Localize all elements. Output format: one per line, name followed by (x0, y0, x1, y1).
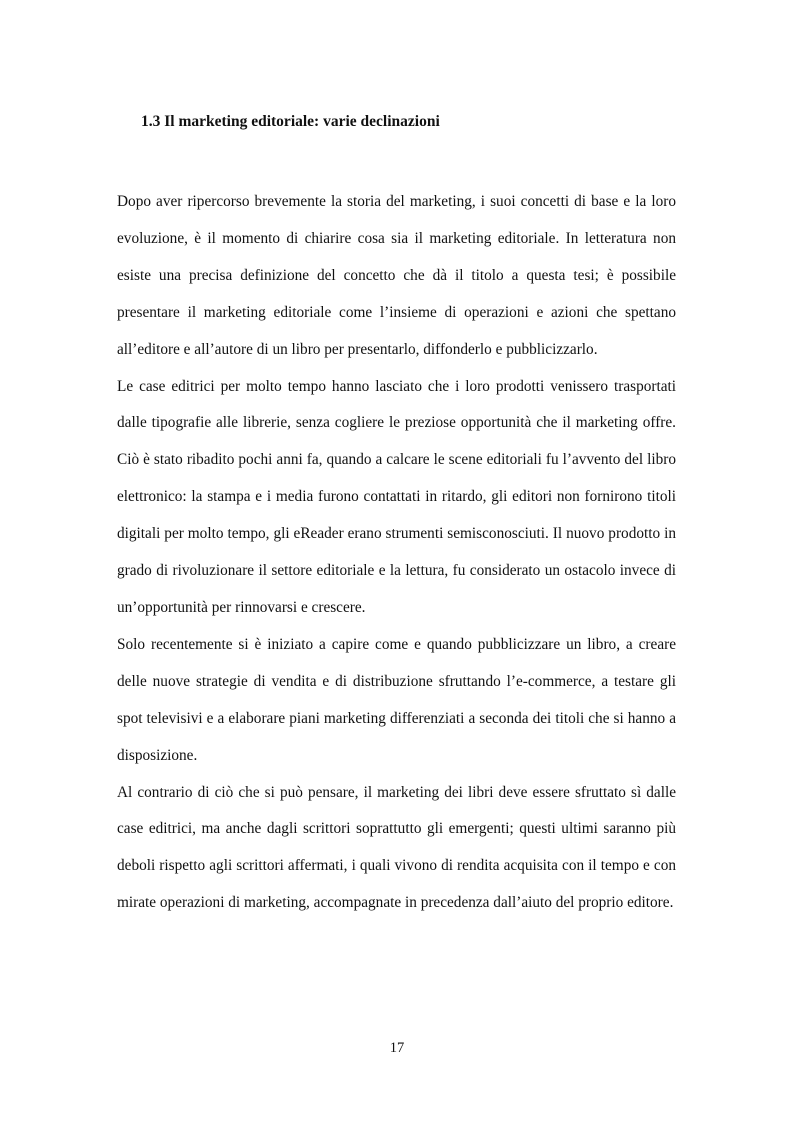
paragraph-3: Solo recentemente si è iniziato a capire come e quando pubblicizzare un libro, a creare delle nuove strategie di vendita e di distribuzione sfruttando l’e-commerce, a testare gli spot televisivi e a elaborare piani marketing differenziati a seconda dei titoli che si hanno a disposizione. (117, 635, 676, 764)
paragraph-1: Dopo aver ripercorso brevemente la storia del marketing, i suoi concetti di base e la loro evoluzione, è il momento di chiarire cosa sia il marketing editoriale. In letteratura non esiste una precisa definizione del concetto che dà il titolo a questa tesi; è possibile presentare il marketing editoriale come l’insieme di operazioni e azioni che spettano all’editore e all’autore di un libro per presentarlo, diffonderlo e pubblicizzarlo. (117, 193, 676, 358)
paragraph-4: Al contrario di ciò che si può pensare, il marketing dei libri deve essere sfruttato sì dalle case editrici, ma anche dagli scrittori soprattutto gli emergenti; questi ultimi saranno più deboli rispetto agli scrittori affermati, i quali vivono di rendita acquisita con il tempo e con mirate operazioni di marketing, accompagnate in precedenza dall’aiuto del proprio editore. (117, 783, 676, 912)
section-heading: 1.3 Il marketing editoriale: varie declinazioni (141, 113, 440, 130)
body-text (117, 184, 676, 922)
paragraph-2: Le case editrici per molto tempo hanno lasciato che i loro prodotti venissero trasportati dalle tipografie alle librerie, senza cogliere le preziose opportunità che il marketing offre. Ciò è stato ribadito pochi anni fa, quando a calcare le scene editoriali fu l’avvento del libro elettronico: la stampa e i media furono contattati in ritardo, gli editori non fornirono titoli digitali per molto tempo, gli eReader erano strumenti semisconosciuti. Il nuovo prodotto in grado di rivoluzionare il settore editoriale e la lettura, fu considerato un ostacolo invece di un’opportunità per rinnovarsi e crescere. (117, 377, 676, 616)
page-number: 17 (389, 1040, 405, 1056)
